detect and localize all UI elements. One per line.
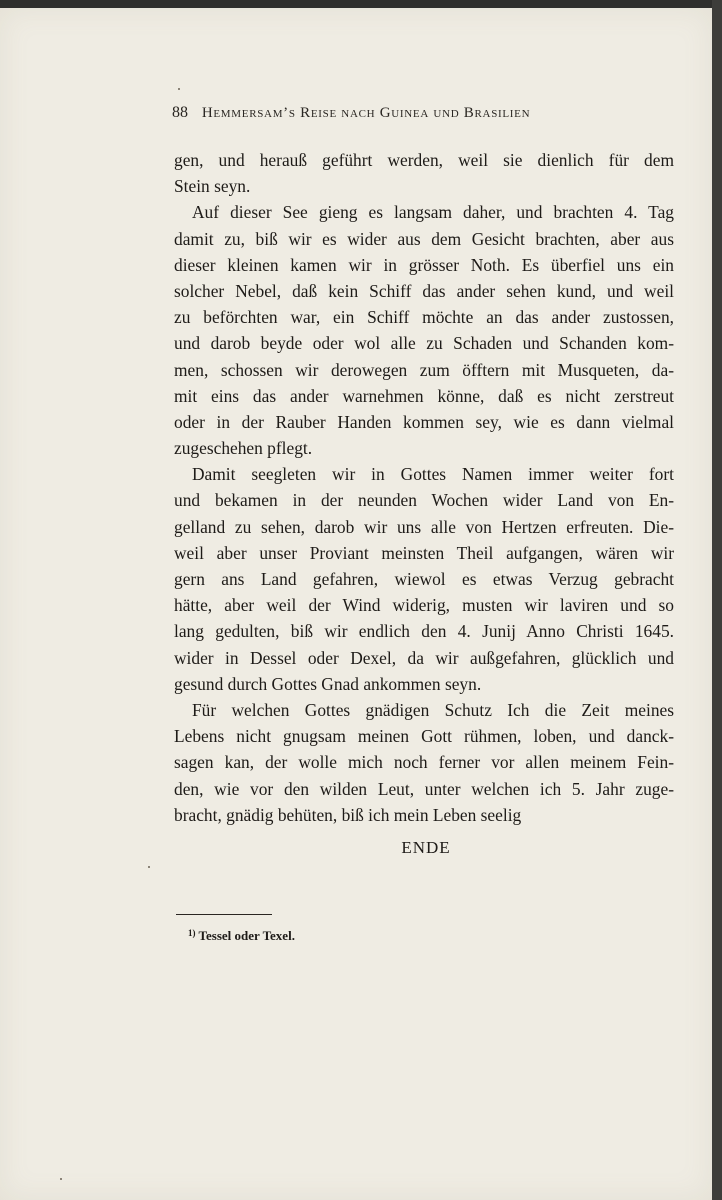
- paper-speck: [178, 88, 180, 90]
- footnote-divider: [176, 914, 272, 915]
- text-line: gesund durch Gottes Gnad ankommen seyn.: [174, 673, 482, 694]
- text-line: Auf dieser See gieng es langsam daher, und brachten 4. Tag: [192, 202, 674, 223]
- text-line: Stein seyn.: [174, 176, 251, 197]
- text-line: weil aber unser Proviant meinsten Theil aufgangen, wären wir: [174, 542, 674, 563]
- text-line: gelland zu sehen, darob wir uns alle von Hertzen erfreuten. Die-: [174, 516, 674, 537]
- text-line: Lebens nicht gnugsam meinen Gott rühmen, loben, und danck-: [174, 726, 674, 747]
- text-line: dieser kleinen kamen wir in grösser Noth. Es überfiel uns ein: [174, 254, 674, 275]
- text-line: sagen kan, der wolle mich noch ferner vor allen meinem Fein-: [174, 752, 674, 773]
- footnote-marker: 1): [188, 928, 196, 938]
- text-line: Damit seegleten wir in Gottes Namen immer weiter fort: [192, 464, 674, 485]
- text-line: gern ans Land gefahren, wiewol es etwas Verzug gebracht: [174, 569, 674, 589]
- body-text: [174, 147, 674, 828]
- text-line: oder in der Rauber Handen kommen sey, wie es dann vielmal: [174, 411, 674, 432]
- text-line: zu beförchten war, ein Schiff möchte an das ander zustossen,: [174, 307, 674, 328]
- text-line: solcher Nebel, daß kein Schiff das ander sehen kund, und weil: [174, 280, 674, 301]
- paper-speck: [60, 1178, 62, 1180]
- text-line: den, wie vor den wilden Leut, unter welchen ich 5. Jahr zuge-: [174, 778, 674, 799]
- running-header: [172, 104, 632, 122]
- footnote-text: Tessel oder Texel.: [198, 928, 295, 943]
- text-line: Für welchen Gottes gnädigen Schutz Ich die Zeit meines: [192, 699, 674, 720]
- text-line: hätte, aber weil der Wind widerig, musten wir laviren und so: [174, 595, 674, 616]
- scan-right-edge: [712, 0, 722, 1200]
- text-line: men, schossen wir derowegen zum öfftern mit Musqueten, da-: [174, 359, 674, 380]
- paper-speck: [148, 866, 150, 868]
- text-line: wider in Dessel oder Dexel, da wir außgefahren, glücklich und: [174, 647, 674, 668]
- footnote: [188, 928, 295, 944]
- running-title: Hemmersam’s Reise nach Guinea und Brasilien: [201, 105, 531, 121]
- text-line: damit zu, biß wir es wider aus dem Gesicht brachten, aber aus: [174, 228, 674, 249]
- text-line: bracht, gnädig behüten, biß ich mein Leben seelig: [174, 804, 522, 825]
- text-line: mit eins das ander warnehmen könne, daß es nicht zerstreut: [174, 385, 674, 406]
- text-line: zugeschehen pflegt.: [174, 438, 313, 459]
- text-line: und darob beyde oder wol alle zu Schaden und Schanden kom-: [174, 333, 674, 354]
- text-line: gen, und herauß geführt werden, weil sie dienlich für dem: [174, 150, 674, 170]
- closing-word: ENDE: [401, 838, 451, 857]
- page-number: 88: [172, 104, 188, 121]
- text-line: und bekamen in der neunden Wochen wider Land von En-: [174, 490, 674, 511]
- text-line: lang gedulten, biß wir endlich den 4. Junij Anno Christi 1645.: [174, 621, 674, 642]
